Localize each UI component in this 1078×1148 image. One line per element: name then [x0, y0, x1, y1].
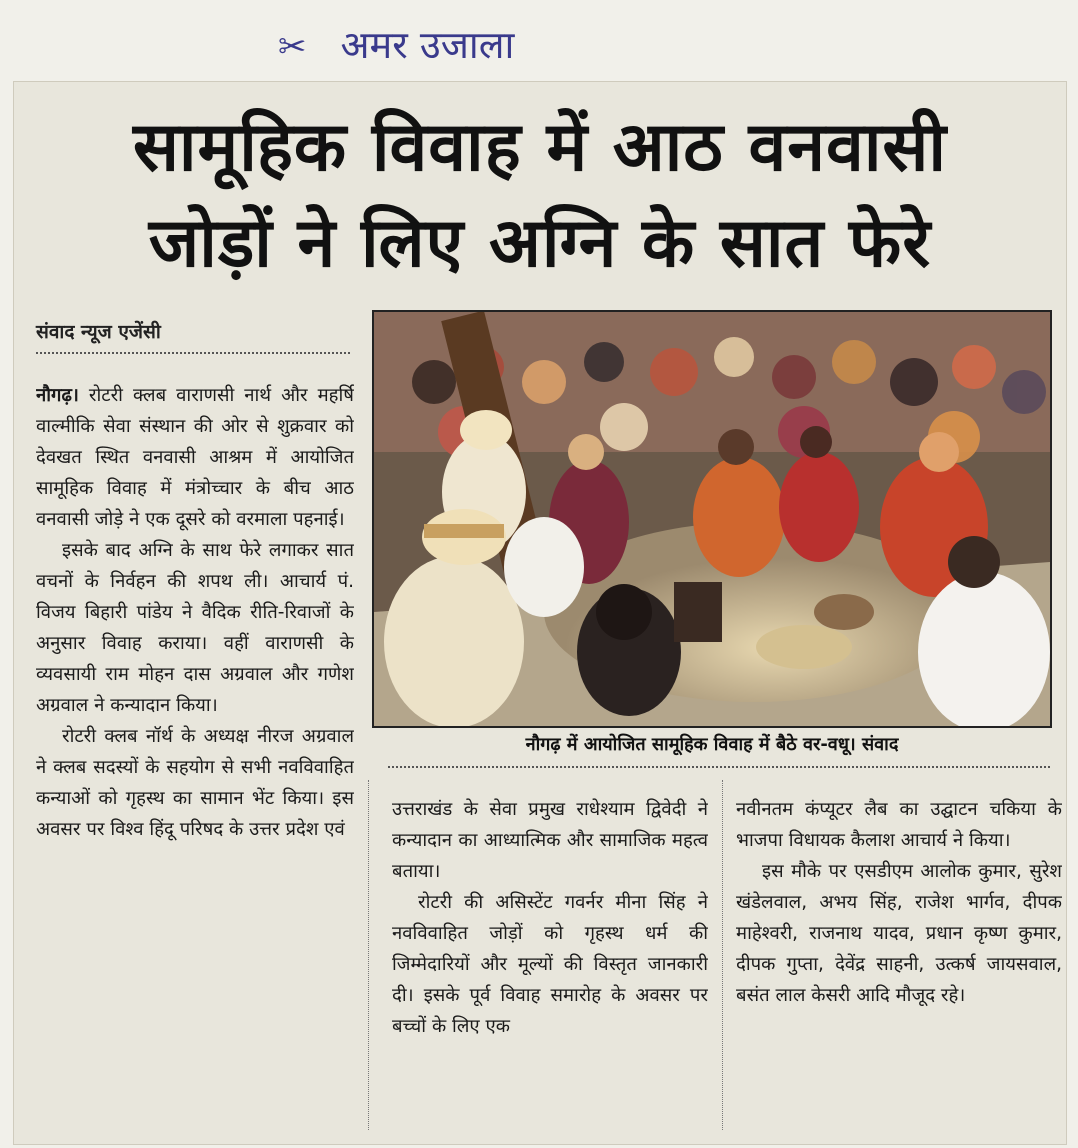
- headline-line-2: जोड़ों ने लिए अग्नि के सात फेरे: [148, 204, 932, 283]
- byline: संवाद न्यूज एजेंसी: [36, 321, 161, 343]
- article-column-2: [392, 794, 708, 1130]
- column-divider: [722, 780, 723, 1130]
- article-column-1: [36, 380, 354, 1126]
- column-divider: [368, 780, 369, 1130]
- headline-line-1: सामूहिक विवाह में आठ वनवासी: [132, 108, 948, 187]
- article-paragraph: नवीनतम कंप्यूटर लैब का उद्घाटन चकिया के भाजपा विधायक कैलाश आचार्य ने किया।: [736, 799, 1062, 851]
- article-paragraph: रोटरी की असिस्टेंट गवर्नर मीना सिंह ने नवविवाहित जोड़ों को गृहस्थ धर्म की जिम्मेदारियों और मूल्यों की विस्तृत जानकारी दी। इसके पूर्व विवाह समारोह के अवसर पर बच्चों के लिए एक: [392, 892, 708, 1037]
- photo-caption: नौगढ़ में आयोजित सामूहिक विवाह में बैठे वर-वधू। संवाद: [525, 734, 899, 755]
- paragraph-text: रोटरी क्लब वाराणसी नार्थ और महर्षि वाल्मीकि सेवा संस्थान की ओर से शुक्रवार को देवखत स्थित वनवासी आश्रम में आयोजित सामूहिक विवाह में मंत्रोच्चार के बीच आठ वनवासी जोड़े ने एक दूसरे को वरमाला पहनाई।: [36, 385, 354, 530]
- article-paragraph: इसके बाद अग्नि के साथ फेरे लगाकर सात वचनों के निर्वहन की शपथ ली। आचार्य पं. विजय बिहारी पांडेय ने वैदिक रीति-रिवाजों के अनुसार विवाह कराया। वहीं वाराणसी के व्यवसायी राम मोहन दास अग्रवाल और गणेश अग्रवाल ने कन्यादान किया।: [36, 540, 354, 716]
- article-paragraph: [36, 380, 354, 535]
- wedding-ceremony-photo: [372, 310, 1052, 728]
- article-column-3: [736, 794, 1062, 1130]
- article-paragraph: इस मौके पर एसडीएम आलोक कुमार, सुरेश खंडेलवाल, अभय सिंह, राजेश भार्गव, दीपक माहेश्वरी, राजनाथ यादव, प्रधान कृष्ण कुमार, दीपक गुप्ता, देवेंद्र साहनी, उत्कर्ष जायसवाल, बसंत लाल केसरी आदि मौजूद रहे।: [736, 861, 1062, 1006]
- dateline: नौगढ़।: [36, 385, 79, 406]
- caption-divider: [388, 766, 1050, 768]
- headline: [40, 100, 1040, 292]
- scissors-icon: ✂: [278, 27, 307, 67]
- article-paragraph: उत्तराखंड के सेवा प्रमुख राधेश्याम द्विवेदी ने कन्यादान का आध्यात्मिक और सामाजिक महत्व बताया।: [392, 799, 708, 882]
- article-paragraph: रोटरी क्लब नॉर्थ के अध्यक्ष नीरज अग्रवाल ने क्लब सदस्यों के सहयोग से सभी नवविवाहित कन्याओं को गृहस्थ का सामान भेंट किया। इस अवसर पर विश्व हिंदू परिषद के उत्तर प्रदेश एवं: [36, 726, 354, 840]
- handwritten-source-note: [278, 14, 698, 76]
- handwritten-newspaper-name: अमर उजाला: [340, 23, 515, 67]
- byline-divider: [36, 352, 350, 354]
